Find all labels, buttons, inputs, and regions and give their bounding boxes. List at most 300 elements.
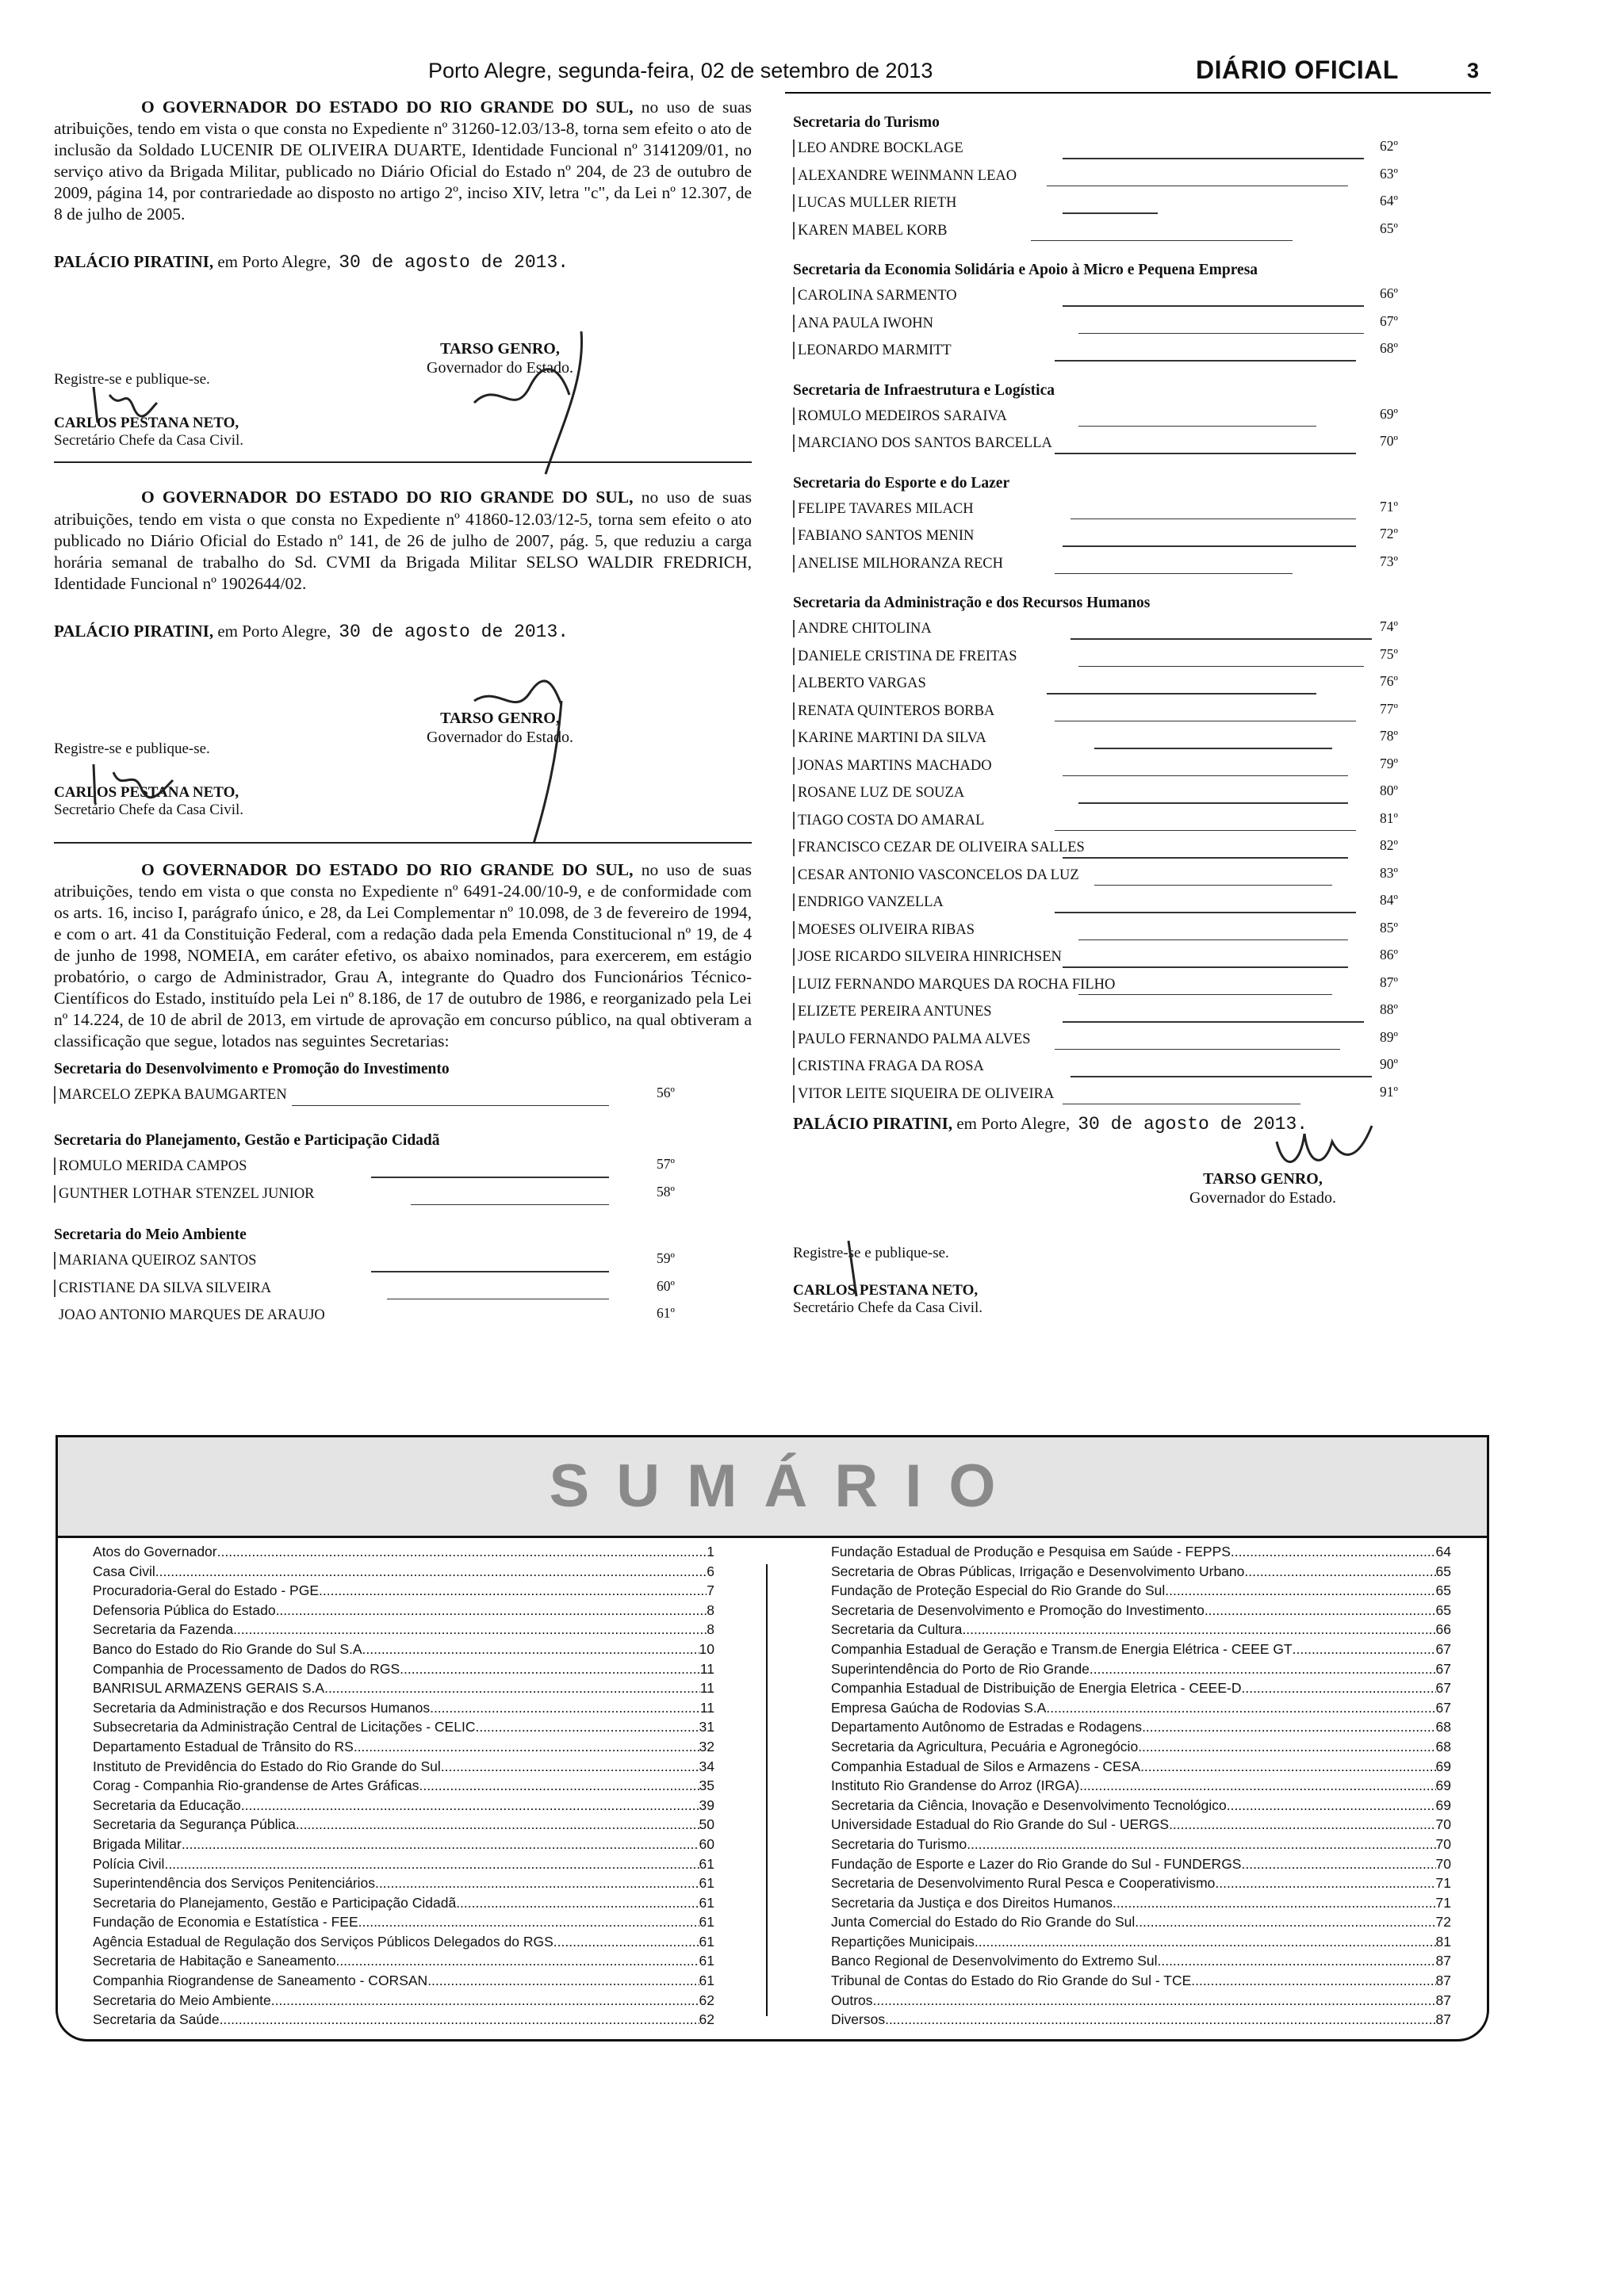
toc-entry-title: Companhia de Processamento de Dados do RGS	[93, 1660, 400, 1677]
right-column	[793, 106, 1483, 1352]
toc-entry[interactable]	[93, 1581, 714, 1601]
toc-entry-title: Companhia Estadual de Geração e Transm.de Energia Elétrica - CEEE GT	[831, 1640, 1293, 1657]
toc-entry-page: 68	[1435, 1719, 1451, 1735]
toc-entry[interactable]	[831, 1932, 1451, 1952]
nominee-row: ROMULO MERIDA CAMPOS 57º	[54, 1153, 736, 1181]
toc-entry-title: Fundação Estadual de Produção e Pesquisa em Saúde - FEPPS	[831, 1544, 1231, 1559]
nominee-name: LUIZ FERNANDO MARQUES DA ROCHA FILHO	[798, 976, 1116, 993]
signature-block-3: PALÁCIO PIRATINI, em Porto Alegre, 30 de agosto de 2013. TARSO GENRO, Governador do Estado. Registre-se e publique-se. CARLOS PESTANA NETO, Secretário Chefe da Casa Civil.	[793, 1114, 1483, 1352]
nominee-position: 73º	[1380, 553, 1398, 569]
toc-leader	[335, 1951, 699, 1971]
nominee-row	[793, 779, 1483, 807]
toc-entry-page: 7	[707, 1582, 714, 1599]
governor-signature: TARSO GENRO, Governador do Estado.	[427, 709, 573, 746]
page-header	[56, 55, 1483, 92]
toc-entry-page: 81	[1435, 1933, 1451, 1950]
nominee-row	[793, 971, 1483, 999]
toc-leader	[1165, 1581, 1435, 1601]
toc-leader	[164, 1854, 699, 1874]
toc-entry-page: 71	[1435, 1875, 1451, 1892]
toc-entry[interactable]	[93, 1951, 714, 1971]
toc-entry-title: Secretaria do Meio Ambiente	[93, 1992, 271, 2008]
nominee-name: TIAGO COSTA DO AMARAL	[798, 812, 985, 828]
nominee-name: VITOR LEITE SIQUEIRA DE OLIVEIRA	[798, 1085, 1055, 1102]
header-page-number: 3	[1467, 59, 1480, 82]
header-place-date: Porto Alegre, segunda-feira, 02 de setembro de 2013	[428, 59, 933, 82]
nominee-row	[793, 430, 1483, 457]
toc-leader	[1050, 1698, 1435, 1718]
toc-entry[interactable]	[93, 1640, 714, 1659]
nominee-name: PAULO FERNANDO PALMA ALVES	[798, 1031, 1031, 1047]
toc-entry[interactable]	[93, 1991, 714, 2011]
toc-entry[interactable]	[93, 1971, 714, 1991]
toc-entry-title: Procuradoria-Geral do Estado - PGE	[93, 1582, 319, 1599]
toc-leader	[1140, 1757, 1435, 1777]
toc-leader	[427, 1971, 699, 1991]
toc-leader	[217, 1542, 707, 1562]
governor-signature: TARSO GENRO, Governador do Estado.	[1189, 1170, 1336, 1207]
act-2-text: no uso de suas atribuições, tendo em vista o que consta no Expediente nº 41860-12.03/12-5, torna sem efeito o ato publicado no Diário Oficial do Estado nº 141, de 26 de julho de 2007, pág. 5, que reduziu a carga horária semanal de trabalho do Sd. CVMI da Brigada Militar SELSO WALDIR FREDRICH, Identidade Funcional nº 1902644/02.	[54, 488, 753, 593]
toc-entry[interactable]	[831, 1581, 1451, 1601]
nominee-name: JOSE RICARDO SILVEIRA HINRICHSEN	[798, 949, 1062, 965]
toc-entry-title: Brigada Militar	[93, 1835, 182, 1852]
toc-entry[interactable]	[831, 1640, 1451, 1659]
toc-entry-title: BANRISUL ARMAZENS GERAIS S.A	[93, 1680, 325, 1697]
toc-entry[interactable]	[831, 1542, 1451, 1562]
toc-entry-title: Departamento Estadual de Trânsito do RS	[93, 1738, 354, 1755]
toc-leader	[1231, 1542, 1436, 1562]
toc-entry[interactable]	[831, 1620, 1451, 1640]
nominee-row	[793, 1081, 1483, 1108]
act-1-intro: O GOVERNADOR DO ESTADO DO RIO GRANDE DO SUL,	[141, 98, 634, 117]
registre-line: Registre-se e publique-se.	[793, 1245, 949, 1261]
secretary-signature: CARLOS PESTANA NETO, Secretário Chefe da Casa Civil.	[54, 783, 244, 818]
toc-entry[interactable]	[93, 1717, 714, 1737]
toc-leader	[271, 1991, 699, 2011]
toc-entry[interactable]	[93, 1815, 714, 1835]
nominee-row	[793, 698, 1483, 725]
toc-leader	[366, 1640, 699, 1659]
secretaria-title: Secretaria do Meio Ambiente	[54, 1226, 247, 1244]
toc-leader	[1205, 1601, 1436, 1621]
nominee-row: CRISTIANE DA SILVA SILVEIRA 60º	[54, 1275, 736, 1303]
nominee-row	[793, 615, 1483, 643]
nominee-name: ANA PAULA IWOHN	[798, 315, 933, 331]
nominee-row	[793, 752, 1483, 780]
toc-entry[interactable]	[831, 1717, 1451, 1737]
toc-entry[interactable]	[93, 2010, 714, 2030]
nominee-row	[793, 550, 1483, 578]
toc-entry[interactable]	[93, 1659, 714, 1679]
toc-leader	[1244, 1562, 1435, 1582]
toc-leader	[182, 1835, 699, 1854]
toc-entry-title: Universidade Estadual do Rio Grande do Sul - UERGS	[831, 1816, 1170, 1833]
toc-entry[interactable]	[831, 1835, 1451, 1854]
toc-entry-title: Companhia Estadual de Silos e Armazens - CESA	[831, 1758, 1141, 1774]
nominee-position: 81º	[1380, 809, 1398, 826]
toc-entry-page: 61	[699, 1933, 714, 1950]
toc-entry[interactable]	[93, 1932, 714, 1952]
toc-entry-page: 64	[1435, 1544, 1451, 1559]
toc-entry-title: Fundação de Esporte e Lazer do Rio Grande do Sul - FUNDERGS	[831, 1855, 1242, 1872]
nominee-name: RENATA QUINTEROS BORBA	[798, 702, 995, 719]
toc-entry-title: Defensoria Pública do Estado	[93, 1601, 276, 1618]
toc-entry-title: Companhia Riograndense de Saneamento - CORSAN	[93, 1973, 428, 1989]
toc-leader	[456, 1893, 699, 1913]
toc-leader	[1113, 1893, 1436, 1913]
left-column	[54, 97, 752, 1330]
toc-leader	[1157, 1951, 1435, 1971]
header-paper-name: DIÁRIO OFICIAL	[1196, 55, 1399, 84]
nominee-name: ALBERTO VARGAS	[798, 675, 926, 691]
toc-entry-title: Junta Comercial do Estado do Rio Grande do Sul	[831, 1914, 1136, 1931]
toc-leader	[354, 1737, 699, 1757]
nominee-row	[793, 862, 1483, 890]
sumario-list-left	[93, 1542, 714, 2030]
toc-leader	[276, 1601, 707, 1621]
nominee-position: 64º	[1380, 193, 1398, 209]
toc-leader	[419, 1776, 699, 1796]
nominee-row	[793, 916, 1483, 944]
toc-entry-page: 71	[1435, 1894, 1451, 1911]
nominee-position: 68º	[1380, 340, 1398, 356]
nominee-name: ENDRIGO VANZELLA	[798, 894, 944, 910]
toc-entry-page: 69	[1435, 1758, 1451, 1774]
nominee-row	[793, 670, 1483, 698]
toc-entry[interactable]	[831, 1951, 1451, 1971]
toc-entry[interactable]	[93, 1757, 714, 1777]
nominee-name: KAREN MABEL KORB	[798, 222, 948, 239]
toc-leader	[475, 1717, 699, 1737]
toc-entry-title: Tribunal de Contas do Estado do Rio Grande do Sul - TCE	[831, 1973, 1192, 1989]
toc-entry[interactable]	[831, 1757, 1451, 1777]
toc-entry[interactable]	[831, 1562, 1451, 1582]
secretary-signature: CARLOS PESTANA NETO, Secretário Chefe da Casa Civil.	[793, 1282, 983, 1316]
nominee-position: 79º	[1380, 755, 1398, 771]
toc-entry-page: 61	[699, 1914, 714, 1931]
toc-leader	[1079, 1776, 1435, 1796]
toc-entry-page: 34	[699, 1758, 714, 1774]
nominee-position: 67º	[1380, 312, 1398, 329]
toc-entry-page: 67	[1435, 1640, 1451, 1657]
nominee-row	[793, 643, 1483, 671]
act-1-text: no uso de suas atribuições, tendo em vista o que consta no Expediente nº 31260-12.03/13-8, torna sem efeito o ato de inclusão da Soldado LUCENIR DE OLIVEIRA DUARTE, Identidade Funcional nº 3141209/01, no serviço ativo da Brigada Militar, publicado no Diário Oficial do Estado nº 204, de 23 de outubro de 2009, página 14, por contrariedade ao disposto no artigo 2º, inciso XIV, letra "c", da Lei nº 12.307, de 8 de julho de 2005.	[54, 98, 753, 224]
nominee-position: 63º	[1380, 165, 1398, 182]
governor-signature: TARSO GENRO, Governador do Estado.	[427, 340, 573, 377]
nominee-row	[793, 310, 1483, 338]
toc-entry-page: 70	[1435, 1835, 1451, 1852]
toc-entry-page: 87	[1435, 1953, 1451, 1969]
nominee-row: JOAO ANTONIO MARQUES DE ARAUJO 61º	[59, 1305, 675, 1324]
toc-leader	[1090, 1659, 1436, 1679]
nominee-name: LUCAS MULLER RIETH	[798, 195, 957, 211]
sumario-column-divider	[766, 1564, 768, 2016]
registre-line: Registre-se e publique-se.	[54, 371, 210, 388]
nominee-row	[793, 889, 1483, 916]
toc-entry[interactable]	[831, 2010, 1451, 2030]
toc-entry[interactable]	[831, 1737, 1451, 1757]
toc-entry[interactable]	[831, 1991, 1451, 2011]
nominee-position: 76º	[1380, 673, 1398, 689]
toc-entry[interactable]	[93, 1698, 714, 1718]
toc-entry[interactable]	[93, 1912, 714, 1932]
toc-entry-title: Corag - Companhia Rio-grandense de Artes Gráficas	[93, 1777, 419, 1794]
nominee-row: MARIANA QUEIROZ SANTOS 59º	[54, 1247, 736, 1275]
toc-entry-page: 87	[1435, 2011, 1451, 2028]
nominee-position: 74º	[1380, 618, 1398, 634]
toc-leader	[1241, 1678, 1435, 1698]
sumario-title: SUMÁRIO	[549, 1452, 1023, 1520]
toc-entry-title: Superintendência dos Serviços Penitenciários	[93, 1875, 376, 1892]
toc-leader	[1227, 1796, 1436, 1816]
toc-entry-title: Casa Civil	[93, 1563, 155, 1579]
toc-leader	[1293, 1640, 1436, 1659]
toc-leader	[324, 1678, 700, 1698]
nominee-position: 72º	[1380, 526, 1398, 541]
nominee-name: FABIANO SANTOS MENIN	[798, 528, 975, 544]
toc-entry[interactable]	[93, 1562, 714, 1582]
toc-entry[interactable]	[93, 1542, 714, 1562]
toc-entry-title: Companhia Estadual de Distribuição de Energia Eletrica - CEEE-D	[831, 1680, 1242, 1697]
toc-entry-page: 62	[699, 1992, 714, 2008]
toc-entry-page: 65	[1435, 1582, 1451, 1599]
toc-entry-page: 61	[699, 1855, 714, 1872]
governor-handwritten-signature	[442, 669, 649, 851]
toc-entry-title: Agência Estadual de Regulação dos Serviços Públicos Delegados do RGS	[93, 1933, 553, 1950]
toc-entry-page: 11	[699, 1660, 714, 1677]
nominee-name: CAROLINA SARMENTO	[798, 288, 957, 304]
toc-entry-page: 61	[699, 1953, 714, 1969]
toc-entry[interactable]	[93, 1854, 714, 1874]
toc-entry-page: 87	[1435, 1992, 1451, 2008]
nominee-position: 88º	[1380, 1001, 1398, 1017]
nominee-row	[793, 1053, 1483, 1081]
toc-entry-page: 35	[699, 1777, 714, 1794]
toc-leader	[1191, 1971, 1435, 1991]
nominee-name: ANDRE CHITOLINA	[798, 621, 932, 637]
toc-leader	[220, 2010, 699, 2030]
toc-leader	[967, 1835, 1435, 1854]
secretaria-title: Secretaria da Economia Solidária e Apoio à Micro e Pequena Empresa	[793, 262, 1258, 278]
toc-leader	[1241, 1854, 1435, 1874]
nominee-name: ELIZETE PEREIRA ANTUNES	[798, 1004, 992, 1020]
secretaria-title: Secretaria do Planejamento, Gestão e Participação Cidadã	[54, 1132, 440, 1150]
toc-entry[interactable]	[831, 1971, 1451, 1991]
toc-entry-page: 50	[699, 1816, 714, 1833]
header-rule	[785, 92, 1491, 94]
toc-leader	[885, 2010, 1435, 2030]
act-3	[54, 859, 752, 1053]
nominee-row	[793, 282, 1483, 310]
nominee-position: 77º	[1380, 700, 1398, 717]
act-3-text: no uso de suas atribuições, tendo em vista o que consta no Expediente nº 6491-24.00/10-9, e de conformidade com os arts. 16, inciso I, parágrafo único, e 28, da Lei Complementar nº 10.098, de 3 de fevereiro de 1994, e com o art. 41 da Constituição Federal, com a redação dada pela Emenda Constitucional nº 19, de 4 de junho de 1998, NOMEIA, em caráter efetivo, os abaixo nominados, para exercerem, em estágio probatório, o cargo de Administrador, Grau A, integrante do Quadro dos Funcionários Técnico-Científicos do Estado, instituído pela Lei nº 8.186, de 17 de outubro de 1986, e reorganizado pela Lei nº 14.224, de 10 de abril de 2013, em virtude de aprovação em concurso público, na qual obtiveram a classificação que segue, lotados nas seguintes Secretarias:	[54, 859, 753, 1051]
palacio-line: PALÁCIO PIRATINI, em Porto Alegre, 30 de agosto de 2013.	[54, 252, 569, 274]
toc-leader	[319, 1581, 707, 1601]
signature-block-1	[54, 252, 752, 450]
toc-entry-title: Secretaria da Fazenda	[93, 1621, 234, 1638]
toc-leader	[375, 1873, 699, 1893]
toc-entry-page: 8	[707, 1621, 714, 1638]
secretaria-title: Secretaria da Administração e dos Recursos Humanos	[793, 595, 1151, 611]
toc-entry[interactable]	[831, 1893, 1451, 1913]
nominee-name: MARCIANO DOS SANTOS BARCELLA	[798, 435, 1052, 451]
toc-entry[interactable]	[93, 1620, 714, 1640]
toc-entry-title: Superintendência do Porto de Rio Grande	[831, 1660, 1090, 1677]
toc-entry[interactable]	[831, 1698, 1451, 1718]
nominee-row	[793, 135, 1483, 163]
toc-entry-title: Secretaria do Turismo	[831, 1835, 967, 1852]
nominee-row	[793, 522, 1483, 550]
toc-entry-page: 60	[699, 1835, 714, 1852]
toc-leader	[1138, 1737, 1435, 1757]
nominee-row	[793, 496, 1483, 523]
toc-entry-page: 11	[699, 1680, 714, 1697]
secretary-handwritten-signature	[833, 1233, 896, 1304]
toc-entry-page: 72	[1435, 1914, 1451, 1931]
toc-entry-page: 32	[699, 1738, 714, 1755]
nominee-position: 66º	[1380, 285, 1398, 301]
toc-entry-title: Secretaria de Desenvolvimento e Promoção do Investimento	[831, 1601, 1205, 1618]
nominee-position: 83º	[1380, 864, 1398, 881]
toc-leader	[1215, 1873, 1435, 1893]
toc-leader	[155, 1562, 707, 1582]
nominee-row	[793, 998, 1483, 1026]
nominee-row	[793, 217, 1483, 245]
nominee-position: 91º	[1380, 1083, 1398, 1100]
governor-handwritten-signature	[442, 308, 649, 482]
toc-entry[interactable]	[831, 1912, 1451, 1932]
nominee-name: ROSANE LUZ DE SOUZA	[798, 785, 965, 801]
signature-block-2: PALÁCIO PIRATINI, em Porto Alegre, 30 de agosto de 2013. TARSO GENRO, Governador do Estado. Registre-se e publique-se. CARLOS PESTANA NETO, Secretário Chefe da Casa Civil.	[54, 622, 752, 812]
nominee-name: LEONARDO MARMITT	[798, 342, 952, 358]
toc-entry-page: 39	[699, 1797, 714, 1813]
nominee-position: 87º	[1380, 974, 1398, 990]
toc-leader	[962, 1620, 1435, 1640]
toc-entry-page: 67	[1435, 1699, 1451, 1716]
registre-line: Registre-se e publique-se.	[54, 740, 210, 757]
toc-leader	[1169, 1815, 1435, 1835]
toc-entry[interactable]	[93, 1737, 714, 1757]
act-1	[54, 97, 752, 225]
nominee-position: 75º	[1380, 645, 1398, 662]
nominee-name: FELIPE TAVARES MILACH	[798, 500, 974, 517]
act-3-intro: O GOVERNADOR DO ESTADO DO RIO GRANDE DO SUL,	[141, 859, 634, 879]
toc-entry[interactable]	[831, 1776, 1451, 1796]
toc-entry[interactable]	[93, 1835, 714, 1854]
toc-leader	[553, 1932, 699, 1952]
toc-entry[interactable]	[831, 1873, 1451, 1893]
toc-entry[interactable]	[93, 1601, 714, 1621]
toc-entry-page: 66	[1435, 1621, 1451, 1638]
toc-entry-page: 70	[1435, 1855, 1451, 1872]
toc-entry[interactable]	[831, 1659, 1451, 1679]
nominee-name: CRISTINA FRAGA DA ROSA	[798, 1058, 984, 1074]
toc-entry[interactable]	[831, 1815, 1451, 1835]
nominee-position: 84º	[1380, 892, 1398, 908]
signature-date: 30 de agosto de 2013.	[339, 252, 569, 274]
secretaria-title: Secretaria do Desenvolvimento e Promoção do Investimento	[54, 1060, 450, 1077]
nominee-row	[793, 189, 1483, 217]
toc-entry-title: Secretaria da Cultura	[831, 1621, 963, 1638]
nominee-row	[793, 943, 1483, 971]
toc-entry-title: Instituto Rio Grandense do Arroz (IRGA)	[831, 1777, 1080, 1794]
nominee-position: 62º	[1380, 138, 1398, 154]
toc-entry-page: 10	[699, 1640, 714, 1657]
toc-entry[interactable]	[93, 1873, 714, 1893]
nominee-name: MOESES OLIVEIRA RIBAS	[798, 921, 975, 938]
nominee-position: 85º	[1380, 919, 1398, 936]
toc-entry[interactable]	[93, 1893, 714, 1913]
toc-entry[interactable]	[93, 1796, 714, 1816]
toc-entry-page: 61	[699, 1875, 714, 1892]
toc-entry-title: Fundação de Economia e Estatística - FEE	[93, 1914, 358, 1931]
toc-leader	[430, 1698, 700, 1718]
nominee-position: 71º	[1380, 498, 1398, 515]
toc-entry-title: Atos do Governador	[93, 1544, 217, 1559]
toc-leader	[233, 1620, 707, 1640]
toc-entry-page: 31	[699, 1719, 714, 1735]
nominee-name: KARINE MARTINI DA SILVA	[798, 730, 986, 746]
nomination-list-left	[54, 1061, 736, 1330]
toc-entry-page: 61	[699, 1894, 714, 1911]
toc-entry[interactable]	[93, 1678, 714, 1698]
nominee-row	[793, 807, 1483, 835]
toc-entry-page: 67	[1435, 1680, 1451, 1697]
nominee-position: 86º	[1380, 947, 1398, 962]
toc-entry-title: Banco Regional de Desenvolvimento do Extremo Sul	[831, 1953, 1158, 1969]
toc-leader	[1135, 1912, 1435, 1932]
toc-entry[interactable]	[831, 1854, 1451, 1874]
toc-entry-title: Polícia Civil	[93, 1855, 165, 1872]
toc-entry[interactable]	[831, 1601, 1451, 1621]
nominee-row	[793, 834, 1483, 862]
toc-entry-title: Secretaria da Ciência, Inovação e Desenvolvimento Tecnológico	[831, 1797, 1227, 1813]
nominee-name: DANIELE CRISTINA DE FREITAS	[798, 648, 1017, 664]
sumario-title-bar	[58, 1437, 1487, 1538]
toc-entry[interactable]	[831, 1796, 1451, 1816]
toc-entry-page: 6	[707, 1563, 714, 1579]
toc-entry-page: 68	[1435, 1738, 1451, 1755]
toc-entry[interactable]	[93, 1776, 714, 1796]
toc-entry-title: Secretaria de Desenvolvimento Rural Pesca e Cooperativismo	[831, 1875, 1216, 1892]
nominee-row	[793, 403, 1483, 430]
nominee-name: CESAR ANTONIO VASCONCELOS DA LUZ	[798, 867, 1079, 883]
nominee-position: 70º	[1380, 433, 1398, 449]
toc-entry-page: 65	[1435, 1563, 1451, 1579]
toc-entry-title: Secretaria da Saúde	[93, 2011, 220, 2028]
nominee-name: LEO ANDRE BOCKLAGE	[798, 140, 963, 156]
toc-entry-title: Diversos	[831, 2011, 886, 2028]
nominee-position: 69º	[1380, 405, 1398, 422]
toc-entry-title: Secretaria de Obras Públicas, Irrigação e Desenvolvimento Urbano	[831, 1563, 1245, 1579]
toc-leader	[441, 1757, 699, 1777]
nominee-name: ROMULO MEDEIROS SARAIVA	[798, 408, 1007, 424]
toc-entry-title: Secretaria da Agricultura, Pecuária e Agronegócio	[831, 1738, 1139, 1755]
nominee-row	[793, 725, 1483, 752]
nominee-position: 78º	[1380, 728, 1398, 744]
toc-leader	[241, 1796, 699, 1816]
nominee-position: 90º	[1380, 1056, 1398, 1072]
nominee-row: MARCELO ZEPKA BAUMGARTEN 56º	[54, 1081, 736, 1109]
toc-entry-page: 67	[1435, 1660, 1451, 1677]
toc-leader	[296, 1815, 699, 1835]
sumario-box	[56, 1435, 1489, 2042]
toc-leader	[975, 1932, 1436, 1952]
toc-entry[interactable]	[831, 1678, 1451, 1698]
nominee-row	[793, 163, 1483, 190]
act-2	[54, 487, 752, 594]
toc-entry-title: Secretaria da Justiça e dos Direitos Humanos	[831, 1894, 1113, 1911]
